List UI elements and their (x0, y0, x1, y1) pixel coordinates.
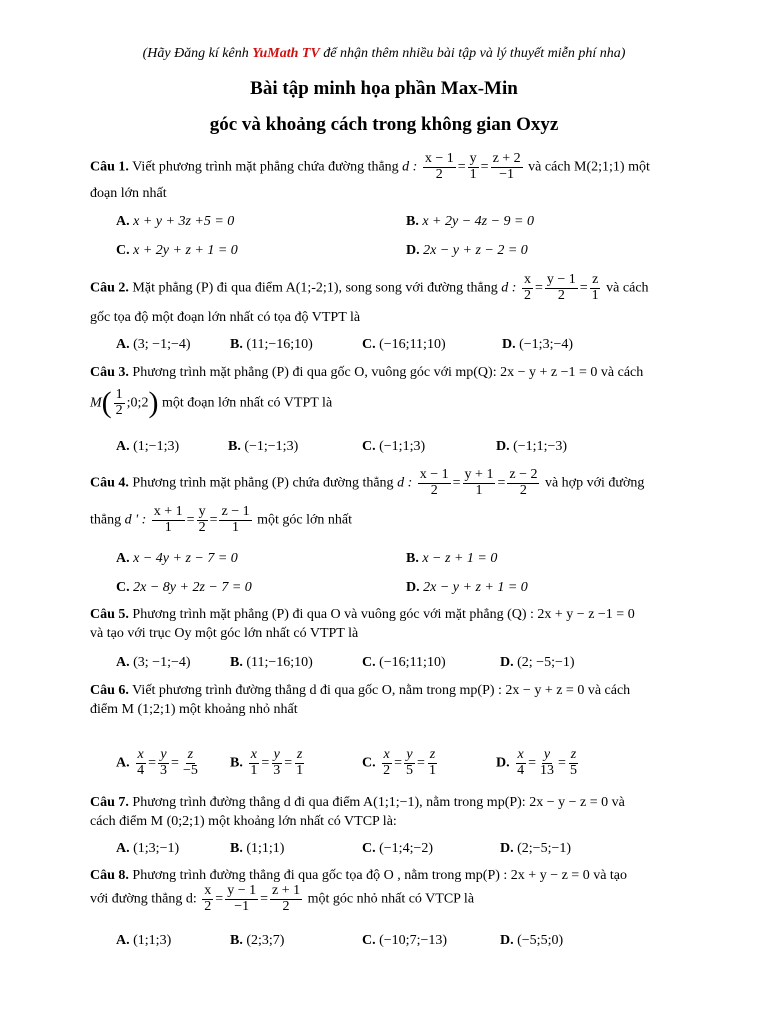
denominator: 2 (430, 482, 438, 498)
q8-option-c[interactable] (362, 933, 447, 949)
question-text: Viết phương trình mặt phẳng chứa đường thẳng (132, 159, 399, 175)
option-value: (11;−16;10) (246, 655, 313, 670)
question-text: Phương trình mặt phẳng (P) đi qua gốc O, vuông góc với mp(Q): 2x − y + z −1 = 0 và cách (132, 365, 644, 380)
denominator: 1 (469, 166, 477, 182)
question-4-text: Câu 4. Phương trình mặt phẳng (P) chứa đường thẳng d : $\frac{x - 1}{2}$ = $\frac{y + 1}{1}$ = $\frac{z - 2}{2}$ và hợp với đường (90, 467, 645, 498)
fraction (491, 152, 523, 182)
right-paren: ) (148, 386, 159, 420)
numerator: z + 1 (272, 883, 301, 898)
denominator: 2 (557, 287, 565, 303)
question-text: Viết phương trình đường thẳng d đi qua gốc O, nằm trong mp(P) : 2x − y + z = 0 và cách (132, 683, 631, 698)
q4-option-b[interactable] (406, 551, 497, 567)
denominator: 1 (428, 762, 436, 778)
option-value: 2x − y + z − 2 = 0 (423, 243, 528, 258)
numerator: x (383, 747, 390, 762)
denominator: 1 (232, 519, 240, 535)
option-letter: A. (116, 755, 130, 771)
q5-option-d[interactable] (500, 655, 575, 671)
numerator: y (406, 747, 413, 762)
point-coords: ;0;2 (126, 395, 149, 411)
fraction (515, 748, 526, 778)
fraction (219, 505, 251, 535)
denominator: 3 (273, 762, 281, 778)
option-value: (1;1;3) (133, 933, 172, 948)
fraction (270, 884, 302, 914)
option-letter: D. (496, 755, 510, 771)
q8-option-d[interactable] (500, 933, 563, 949)
option-letter: C. (362, 337, 376, 352)
option-letter: D. (406, 580, 420, 595)
numerator: x + 1 (153, 504, 183, 519)
question-text: Phương trình đường thẳng d đi qua điểm A(1;1;−1), nằm trong mp(P): 2x − y − z = 0 và (132, 795, 625, 810)
fraction (468, 152, 479, 182)
denominator: 2 (383, 762, 391, 778)
q6-option-a[interactable]: A. $\frac{x}{4}$ = $\frac{y}{3}$ = $\frac{z}{-5}$ (116, 747, 198, 778)
option-letter: A. (116, 655, 130, 670)
option-letter: D. (406, 243, 420, 258)
option-letter: A. (116, 439, 130, 454)
option-letter: B. (230, 337, 243, 352)
option-value: (11;−16;10) (246, 337, 313, 352)
option-letter: B. (406, 551, 419, 566)
question-label: Câu 2. (90, 280, 129, 296)
question-text: thẳng (90, 512, 122, 528)
q3-option-c[interactable] (362, 439, 425, 455)
option-value: (−16;11;10) (379, 337, 446, 352)
numerator: z (570, 747, 577, 762)
fraction (427, 748, 438, 778)
option-letter: A. (116, 841, 130, 856)
fraction (568, 748, 579, 778)
option-value: (1;−1;3) (133, 439, 180, 454)
numerator: 1 (115, 387, 123, 402)
option-letter: C. (362, 755, 376, 771)
option-value: (−10;7;−13) (379, 933, 448, 948)
fraction (418, 468, 451, 498)
option-value: (1;3;−1) (133, 841, 180, 856)
q5-option-c[interactable] (362, 655, 446, 671)
fraction (152, 505, 185, 535)
question-text: Phương trình mặt phẳng (P) đi qua O và vuông góc với mặt phẳng (Q) : 2x + y − z −1 = 0 (132, 607, 635, 622)
line-name: d : (501, 280, 517, 296)
option-letter: D. (500, 655, 514, 670)
numerator: y (198, 504, 206, 519)
denominator: 5 (406, 762, 414, 778)
option-letter: B. (230, 755, 243, 771)
option-letter: A. (116, 933, 130, 948)
question-6-text-line2: điểm M (1;2;1) một khoảng nhỏ nhất (90, 702, 298, 717)
numerator: x (250, 747, 257, 762)
question-1-text: Câu 1. Viết phương trình mặt phẳng chứa đường thẳng d : $\frac{x - 1}{2}$ = $\frac{y}{1}$ = $\frac{z + 2}{-1}$ và cách M(2;1;1) một (90, 151, 650, 182)
q4-option-c[interactable] (116, 580, 252, 596)
q6-option-c[interactable]: C. $\frac{x}{2}$ = $\frac{y}{5}$ = $\frac{z}{1}$ (362, 747, 436, 778)
fraction (545, 273, 578, 303)
denominator: 2 (523, 287, 531, 303)
fraction (590, 273, 601, 303)
fraction (381, 748, 392, 778)
option-letter: C. (362, 933, 376, 948)
option-letter: A. (116, 551, 130, 566)
denominator: 2 (435, 166, 443, 182)
denominator: 1 (591, 287, 599, 303)
numerator: z (187, 747, 194, 762)
line-name: d : (397, 475, 413, 491)
fraction (404, 748, 415, 778)
denominator: 2 (519, 482, 527, 498)
option-letter: C. (362, 841, 376, 856)
q2-option-c[interactable] (362, 337, 446, 353)
numerator: z + 2 (492, 151, 521, 166)
promo-prefix: (Hãy Đăng kí kênh (142, 46, 253, 61)
option-letter: D. (496, 439, 510, 454)
question-label: Câu 5. (90, 607, 129, 622)
fraction (158, 748, 169, 778)
q5-option-b[interactable] (230, 655, 313, 671)
option-value: (−1;1;3) (379, 439, 426, 454)
option-letter: C. (362, 439, 376, 454)
fraction (507, 468, 539, 498)
numerator: y (160, 747, 167, 762)
question-3-text (90, 365, 682, 381)
denominator: 1 (250, 762, 258, 778)
q4-option-d[interactable] (406, 580, 528, 596)
option-value: x + y + 3z +5 = 0 (133, 214, 235, 229)
question-text: một góc lớn nhất (257, 512, 352, 528)
denominator: 13 (540, 762, 555, 778)
question-3-text-line2 (90, 388, 682, 418)
denominator: −5 (182, 762, 198, 778)
denominator: 1 (164, 519, 172, 535)
fraction (202, 884, 213, 914)
option-value: 2x − y + z + 1 = 0 (423, 580, 528, 595)
denominator: 1 (475, 482, 483, 498)
question-7-text-line2: cách điểm M (0;2;1) một khoảng lớn nhất có VTCP là: (90, 814, 397, 829)
q6-option-b[interactable]: B. $\frac{x}{1}$ = $\frac{y}{3}$ = $\frac{z}{1}$ (230, 747, 304, 778)
q1-option-d[interactable] (406, 243, 528, 259)
option-value: x + 2y − 4z − 9 = 0 (422, 214, 535, 229)
numerator: x − 1 (424, 151, 454, 166)
question-1-text-line2: đoạn lớn nhất (90, 186, 167, 201)
fraction (423, 152, 456, 182)
question-4-text-line2: thẳng d ' : $\frac{x + 1}{1}$ = $\frac{y}{2}$ = $\frac{z - 1}{1}$ một góc lớn nhất (90, 504, 352, 535)
q5-option-a[interactable] (116, 655, 191, 671)
option-letter: D. (500, 933, 514, 948)
point-name: M (90, 395, 102, 411)
denominator: 1 (296, 762, 304, 778)
fraction (538, 748, 556, 778)
fraction (271, 748, 282, 778)
question-text: với đường thẳng d: (90, 891, 197, 907)
option-letter: A. (116, 337, 130, 352)
question-text: và cách M(2;1;1) một (528, 159, 650, 175)
option-value: (3; −1;−4) (133, 655, 191, 670)
denominator: 2 (282, 898, 290, 914)
option-letter: C. (116, 580, 130, 595)
q8-option-a[interactable] (116, 933, 171, 949)
denominator: 4 (137, 762, 145, 778)
option-letter: B. (230, 655, 243, 670)
numerator: x (137, 747, 144, 762)
option-value: (−1;4;−2) (379, 841, 434, 856)
numerator: x − 1 (419, 467, 449, 482)
question-label: Câu 7. (90, 795, 129, 810)
page-title: Bài tập minh họa phần Max-Min (250, 78, 518, 99)
fraction (522, 273, 533, 303)
left-paren: ( (101, 386, 112, 420)
q1-option-c[interactable] (116, 243, 238, 259)
q7-option-d[interactable] (500, 841, 571, 857)
numerator: z (429, 747, 436, 762)
numerator: z − 1 (221, 504, 250, 519)
option-letter: D. (500, 841, 514, 856)
question-text: một góc nhỏ nhất có VTCP là (307, 891, 475, 907)
question-8-text-line2: với đường thẳng d: $\frac{x}{2}$ = $\frac{y - 1}{-1}$ = $\frac{z + 1}{2}$ một góc nhỏ nhất có VTCP là (90, 883, 475, 914)
q3-option-a[interactable] (116, 439, 179, 455)
denominator: −1 (234, 898, 250, 914)
question-label: Câu 6. (90, 683, 129, 698)
fraction (294, 748, 305, 778)
numerator: x (517, 747, 524, 762)
option-value: 2x − 8y + 2z − 7 = 0 (133, 580, 252, 595)
question-text: Phương trình đường thẳng đi qua gốc tọa độ O , nằm trong mp(P) : 2x + y − z = 0 và tạo (132, 868, 628, 883)
option-value: (−1;3;−4) (519, 337, 574, 352)
line-name: d : (402, 159, 418, 175)
option-letter: A. (116, 214, 130, 229)
q2-option-a[interactable] (116, 337, 191, 353)
option-value: x + 2y + z + 1 = 0 (133, 243, 238, 258)
q2-option-b[interactable] (230, 337, 313, 353)
numerator: y − 1 (227, 883, 257, 898)
question-label: Câu 1. (90, 159, 129, 175)
question-label: Câu 4. (90, 475, 129, 491)
numerator: z (296, 747, 303, 762)
numerator: x (523, 272, 531, 287)
promo-suffix: để nhận thêm nhiều bài tập và lý thuyết miễn phí nha) (319, 46, 626, 61)
question-label: Câu 3. (90, 365, 129, 380)
question-text: Mặt phẳng (P) đi qua điểm A(1;-2;1), song song với đường thẳng (132, 280, 498, 296)
option-letter: B. (228, 439, 241, 454)
denominator: −1 (499, 166, 515, 182)
option-value: (2;−5;−1) (517, 841, 572, 856)
q1-option-a[interactable] (116, 214, 234, 230)
q6-option-d[interactable]: D. $\frac{x}{4}$ = $\frac{y}{13}$ = $\frac{z}{5}$ (496, 747, 577, 778)
fraction (463, 468, 496, 498)
fraction (197, 505, 208, 535)
q1-option-b[interactable] (406, 214, 534, 230)
option-value: (1;1;1) (246, 841, 285, 856)
denominator: 2 (204, 898, 212, 914)
q3-option-b[interactable] (228, 439, 298, 455)
option-value: x − z + 1 = 0 (422, 551, 498, 566)
option-letter: C. (362, 655, 376, 670)
denominator: 4 (517, 762, 525, 778)
q7-option-a[interactable] (116, 841, 179, 857)
q4-option-a[interactable] (116, 551, 238, 567)
fraction (181, 748, 200, 778)
question-5-text-line2: và tạo với trục Oy một góc lớn nhất có VTPT là (90, 626, 359, 641)
denominator: 2 (115, 402, 123, 418)
question-2-text-line2: gốc tọa độ một đoạn lớn nhất có tọa độ VTPT là (90, 310, 361, 325)
q8-option-b[interactable] (230, 933, 284, 949)
numerator: x (204, 883, 212, 898)
option-letter: C. (116, 243, 130, 258)
question-6-text (90, 683, 682, 699)
question-text: Phương trình mặt phẳng (P) chứa đường thẳng (132, 475, 394, 491)
q7-option-c[interactable] (362, 841, 433, 857)
q3-option-d[interactable] (496, 439, 567, 455)
question-2-text: Câu 2. Mặt phẳng (P) đi qua điểm A(1;-2;1), song song với đường thẳng d : $\frac{x}{2}$ = $\frac{y - 1}{2}$ = $\frac{z}{1}$ và cách (90, 272, 649, 303)
q2-option-d[interactable] (502, 337, 573, 353)
denominator: 5 (569, 762, 577, 778)
option-value: (−1;−1;3) (244, 439, 299, 454)
numerator: y (273, 747, 280, 762)
numerator: y + 1 (464, 467, 494, 482)
option-letter: B. (406, 214, 419, 229)
line-name: d ' : (124, 512, 147, 528)
fraction (225, 884, 258, 914)
option-value: x − 4y + z − 7 = 0 (133, 551, 238, 566)
denominator: 2 (198, 519, 206, 535)
fraction (135, 748, 146, 778)
option-letter: B. (230, 933, 243, 948)
numerator: y (469, 151, 477, 166)
fraction (248, 748, 259, 778)
question-text: và cách (606, 280, 649, 296)
denominator: 3 (160, 762, 168, 778)
numerator: y (543, 747, 551, 762)
page-subtitle: góc và khoảng cách trong không gian Oxyz (209, 114, 559, 135)
option-value: (−5;5;0) (517, 933, 564, 948)
numerator: y − 1 (546, 272, 576, 287)
q7-option-b[interactable] (230, 841, 284, 857)
question-7-text (90, 795, 682, 811)
question-label: Câu 8. (90, 868, 129, 883)
option-value: (−16;11;10) (379, 655, 446, 670)
fraction (114, 388, 125, 418)
option-value: (2; −5;−1) (517, 655, 575, 670)
numerator: z (592, 272, 599, 287)
question-8-text (90, 868, 682, 884)
promo-brand: YuMath TV (252, 46, 320, 61)
question-5-text (90, 607, 682, 623)
promo-banner (0, 46, 768, 62)
option-letter: B. (230, 841, 243, 856)
question-text: một đoạn lớn nhất có VTPT là (161, 395, 333, 411)
option-letter: D. (502, 337, 516, 352)
numerator: z − 2 (509, 467, 538, 482)
option-value: (−1;1;−3) (513, 439, 568, 454)
option-value: (2;3;7) (246, 933, 285, 948)
option-value: (3; −1;−4) (133, 337, 191, 352)
question-text: và hợp với đường (544, 475, 645, 491)
